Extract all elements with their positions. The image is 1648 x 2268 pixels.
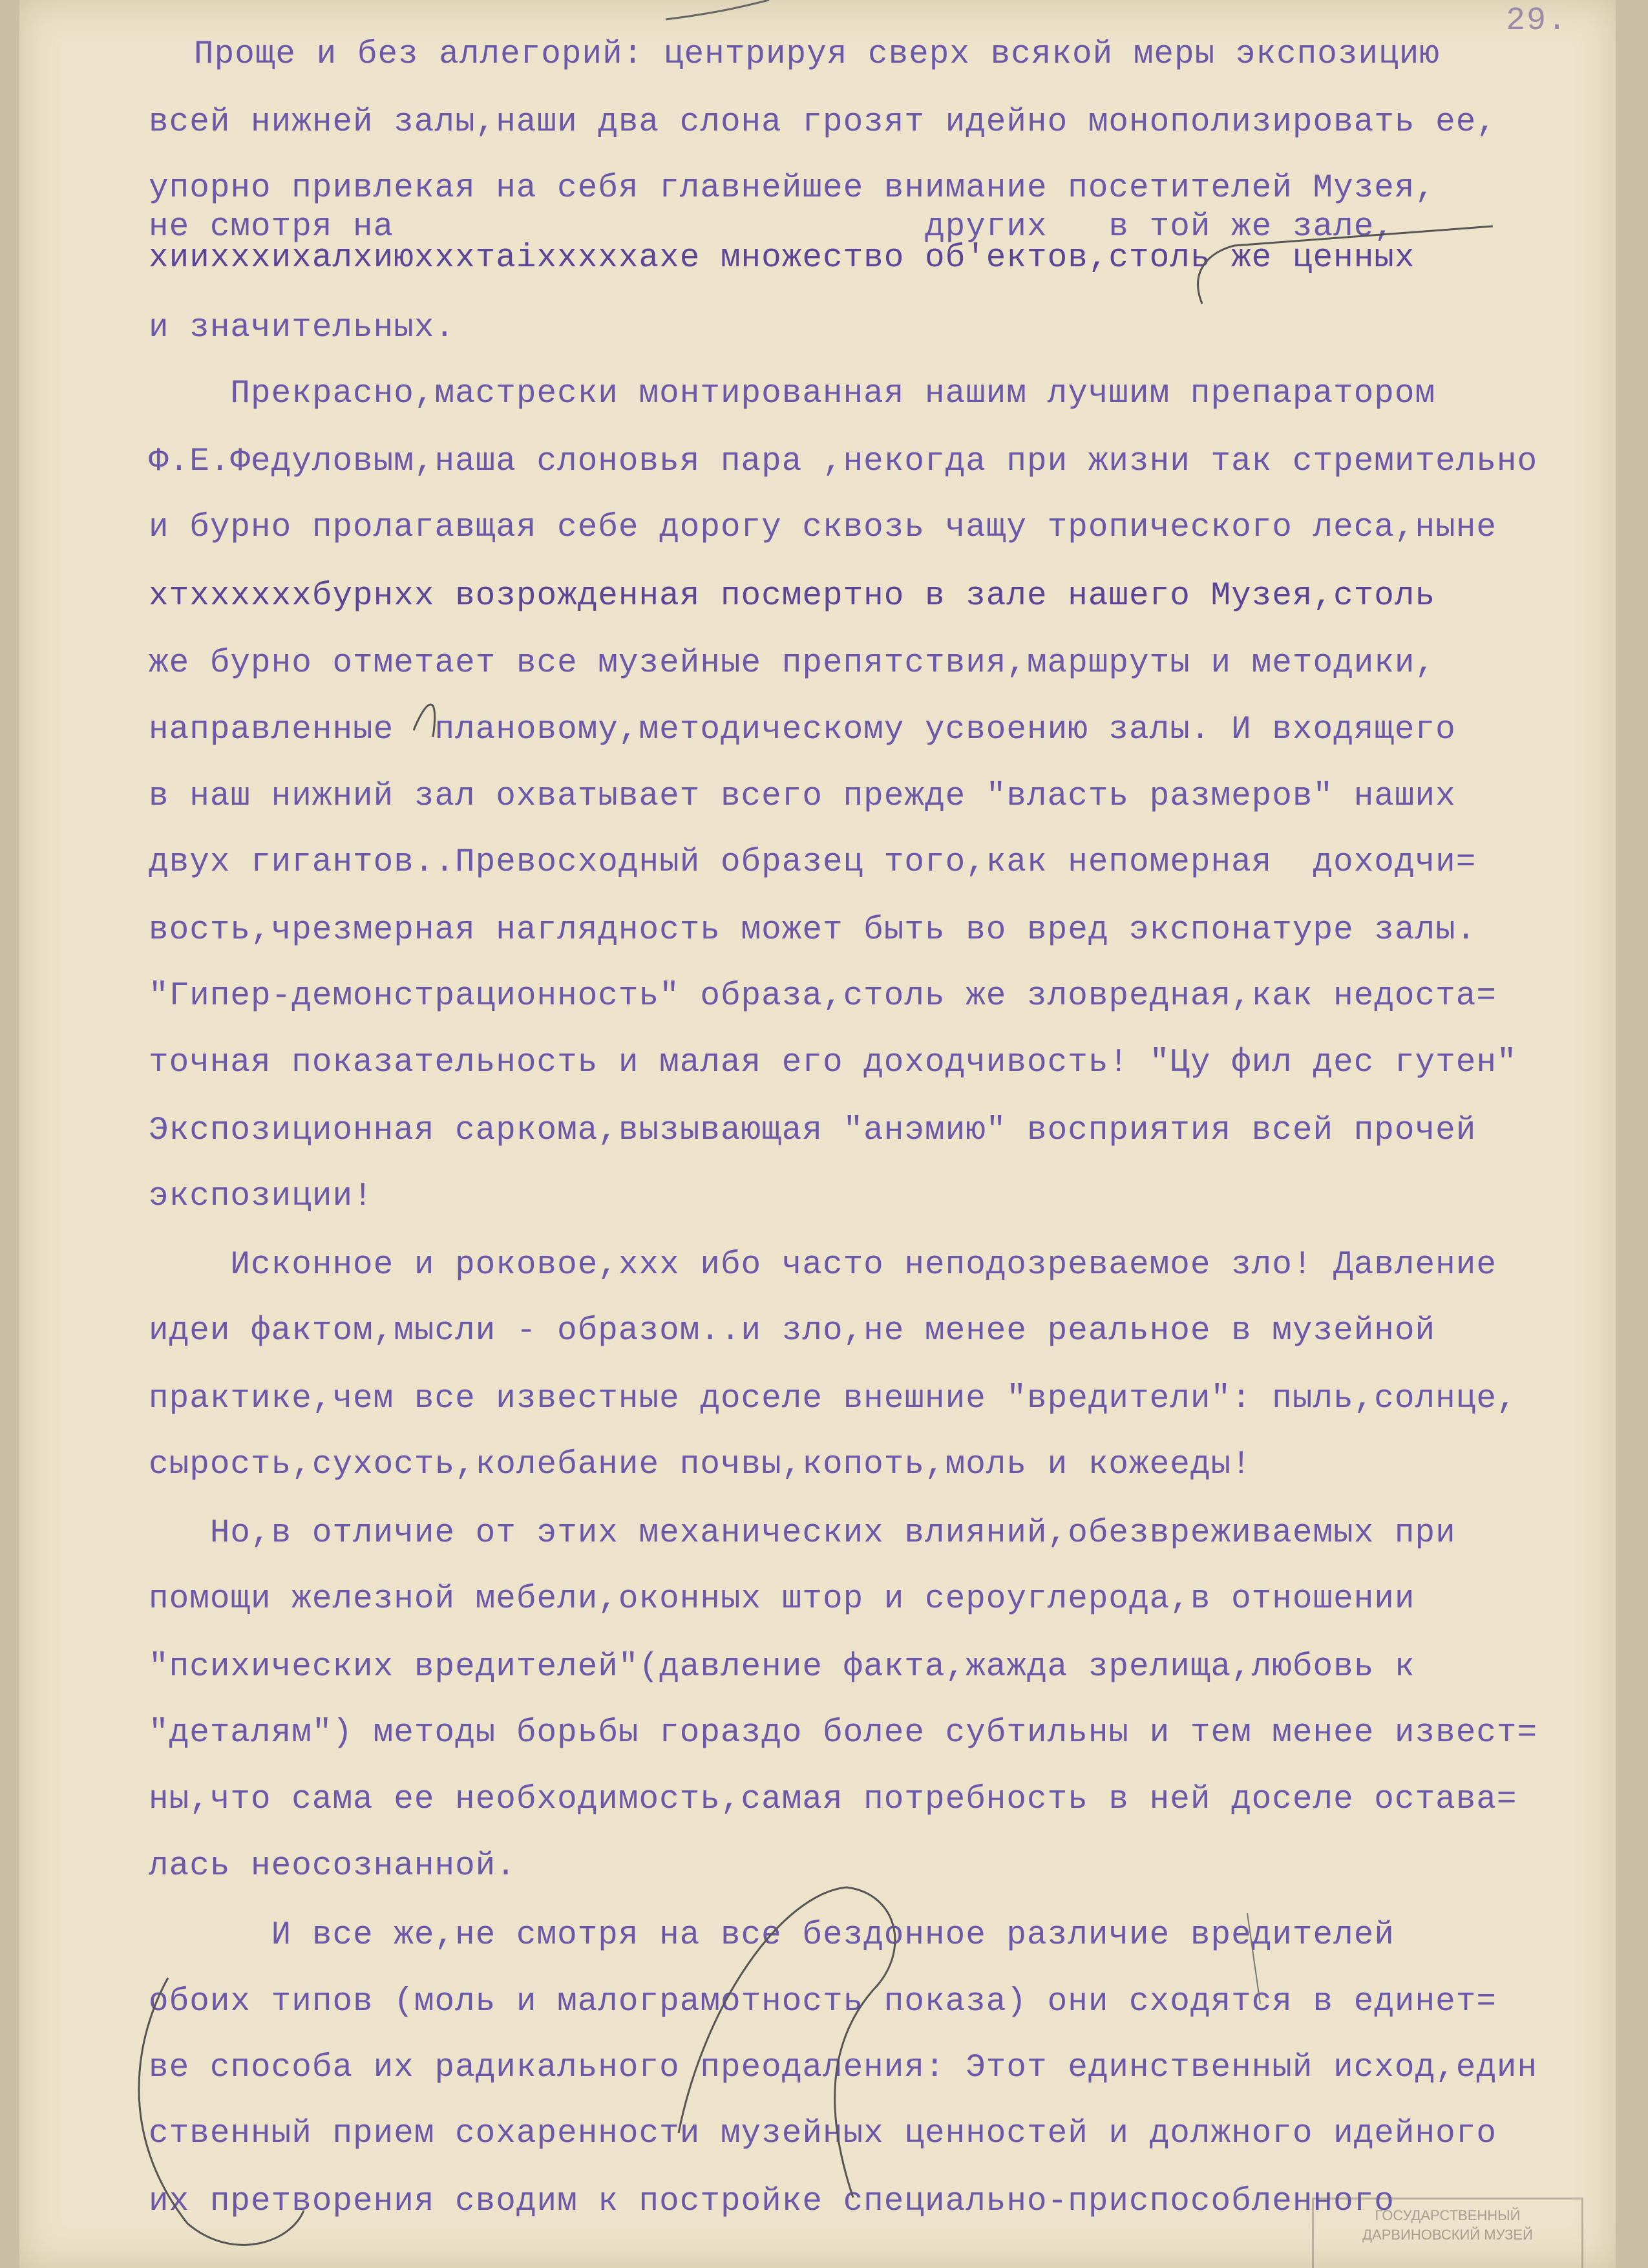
- text-line: их претворения сводим к постройке специально-приспособленного: [149, 2183, 1395, 2220]
- text-line: практике,чем все известные доселе внешние "вредители": пыль,солнце,: [149, 1381, 1517, 1417]
- text-line: лась неосознанной.: [149, 1848, 516, 1885]
- text-line: хиихххихалхиюхххтаіхххххахе множество об'ектов,столь же ценных: [149, 240, 1415, 277]
- text-line: всей нижней залы,наши два слона грозят идейно монополизировать ее,: [149, 104, 1497, 141]
- text-line: же бурно отметает все музейные препятствия,маршруты и методики,: [149, 645, 1436, 682]
- stamp-line: ДАРВИНОВСКИЙ МУЗЕЙ: [1362, 2227, 1533, 2243]
- text-line: и значительных.: [149, 310, 456, 346]
- text-line: экспозиции!: [149, 1178, 374, 1215]
- text-line: не смотря на других в той же зале,: [149, 209, 1395, 246]
- document-page: [19, 0, 1616, 2268]
- text-line: точная показательность и малая его доходчивость! "Цу фил дес гутен": [149, 1044, 1517, 1081]
- text-line: двух гигантов..Превосходный образец того,как непомерная доходчи=: [149, 844, 1477, 881]
- text-line: Экспозиционная саркома,вызывающая "анэмию" восприятия всей прочей: [149, 1112, 1477, 1149]
- text-line: Исконное и роковое,ххх ибо часто неподозреваемое зло! Давление: [149, 1247, 1497, 1284]
- text-line: "психических вредителей"(давление факта,жажда зрелища,любовь к: [149, 1649, 1415, 1686]
- text-line: ственный прием сохаренности музейных ценностей и должного идейного: [149, 2115, 1497, 2152]
- text-line: вость,чрезмерная наглядность может быть во вред экспонатуре залы.: [149, 912, 1477, 949]
- text-line: в наш нижний зал охватывает всего прежде "власть размеров" наших: [149, 778, 1456, 815]
- text-line: помощи железной мебели,оконных штор и сероуглерода,в отношении: [149, 1581, 1415, 1618]
- text-line: "деталям") методы борьбы гораздо более субтильны и тем менее извест=: [149, 1715, 1538, 1752]
- page-number: 29.: [1506, 3, 1569, 39]
- text-line: Ф.Е.Федуловым,наша слоновья пара ,некогда при жизни так стремительно: [149, 443, 1538, 480]
- archive-stamp: [1312, 2198, 1583, 2268]
- text-line: "Гипер-демонстрационность" образа,столь же зловредная,как недоста=: [149, 978, 1497, 1015]
- text-line: Прекрасно,мастрески монтированная нашим лучшим препаратором: [149, 376, 1436, 412]
- text-line: обоих типов (моль и малограмотность показа) они сходятся в единет=: [149, 1984, 1497, 2020]
- text-line: Проще и без аллегорий: центрируя сверх всякой меры экспозицию: [194, 36, 1440, 73]
- text-line: хтххххххбурнхх возрожденная посмертно в зале нашего Музея,столь: [149, 578, 1436, 615]
- text-line: упорно привлекая на себя главнейшее внимание посетителей Музея,: [149, 170, 1436, 207]
- text-line: идеи фактом,мысли - образом..и зло,не менее реальное в музейной: [149, 1313, 1436, 1350]
- text-line: сырость,сухость,колебание почвы,копоть,моль и кожееды!: [149, 1447, 1252, 1483]
- text-line: направленные плановому,методическому усвоению залы. И входящего: [149, 712, 1456, 748]
- text-line: ве способа их радикального преодаления: Этот единственный исход,един: [149, 2050, 1538, 2086]
- stamp-line: ГОСУДАРСТВЕННЫЙ: [1375, 2207, 1521, 2223]
- text-line: ны,что сама ее необходимость,самая потребность в ней доселе остава=: [149, 1781, 1517, 1818]
- text-line: И все же,не смотря на все бездонное различие вредителей: [149, 1917, 1395, 1954]
- pencil-marks: [19, 0, 1616, 2268]
- text-line: Но,в отличие от этих механических влияний,обезвреживаемых при: [149, 1515, 1456, 1552]
- text-line: и бурно пролагавщая себе дорогу сквозь чащу тропического леса,ныне: [149, 509, 1497, 546]
